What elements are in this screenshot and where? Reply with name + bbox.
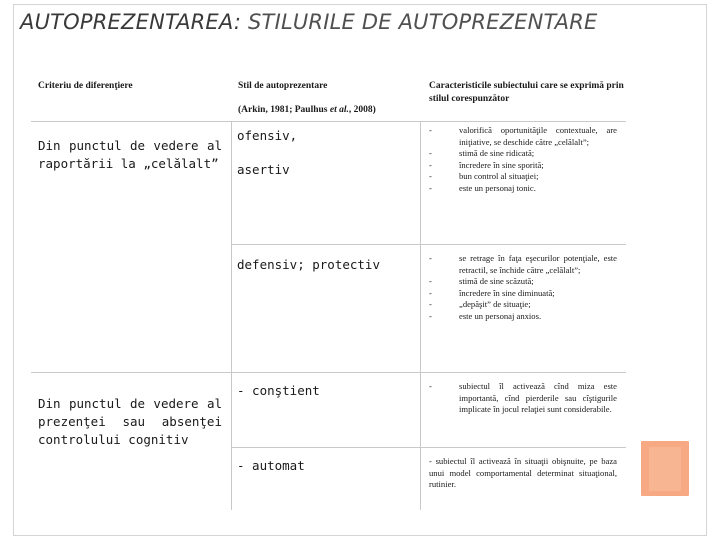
- list-item: - stimă de sine ridicată;: [429, 148, 535, 158]
- characteristics-group-3: [429, 381, 617, 416]
- rule-row4: [231, 447, 626, 448]
- list-item: - subiectul îl activează cînd miza este importantă, cînd pierderile sau cîştigurile implicate în jocul relaţiei sunt considerabile.: [429, 381, 617, 414]
- list-item: - încredere în sine sporită;: [429, 159, 544, 170]
- list-item: - bun control al situaţiei;: [429, 171, 539, 181]
- criterion-relation: Din punctul de vedere al raportării la „celălalt”: [38, 138, 222, 171]
- style-offensive: ofensiv,: [237, 128, 298, 143]
- list-item: - este un personaj anxios.: [429, 310, 542, 321]
- characteristics-group-1: [429, 125, 617, 194]
- characteristics-group-4: - subiectul îl activează în situaţii obişnuite, pe baza unui model comportamental determinat situaţional, rutinier.: [429, 456, 617, 489]
- characteristics-group-2: [429, 253, 617, 322]
- style-automatic: - automat: [237, 458, 305, 473]
- list-item: - încredere în sine diminuată;: [429, 287, 555, 298]
- style-conscious: - conştient: [237, 383, 320, 398]
- header-criterion: Criteriu de diferenţiere: [38, 81, 133, 91]
- decorative-accent-box: [641, 441, 689, 496]
- rule-under-citation: [31, 121, 626, 122]
- list-item: - valorifică oportunităţile contextuale, are iniţiative, se deschide către „celălalt”;: [429, 125, 617, 147]
- list-item: - se retrage în faţa eşecurilor potenţiale, este retractil, se închide către „celălalt”;: [429, 253, 617, 275]
- style-assertive: asertiv: [237, 162, 290, 177]
- rule-row2: [231, 244, 626, 245]
- list-item: - stimă de sine scăzută;: [429, 276, 534, 286]
- col-divider-1: [231, 121, 232, 510]
- title-rest: STILURILE DE AUTOPREZENTARE: [241, 10, 598, 34]
- list-item: - „depăşit” de situaţie;: [429, 299, 531, 309]
- list-item: - este un personaj tonic.: [429, 182, 536, 193]
- col-divider-2: [420, 121, 421, 510]
- rule-row3: [31, 372, 626, 373]
- title-main: AUTOPREZENTAREA:: [20, 10, 242, 34]
- style-defensive: defensiv; protectiv: [237, 257, 380, 272]
- header-characteristics: Caracteristicile subiectului care se exprimă prin stilul corespunzător: [429, 81, 624, 104]
- header-style: Stil de autoprezentare: [238, 81, 328, 91]
- criterion-cognitive-control: Din punctul de vedere al prezenţei sau absenţei controlului cognitiv: [38, 396, 222, 447]
- citation: (Arkin, 1981; Paulhus et al., 2008): [238, 105, 376, 115]
